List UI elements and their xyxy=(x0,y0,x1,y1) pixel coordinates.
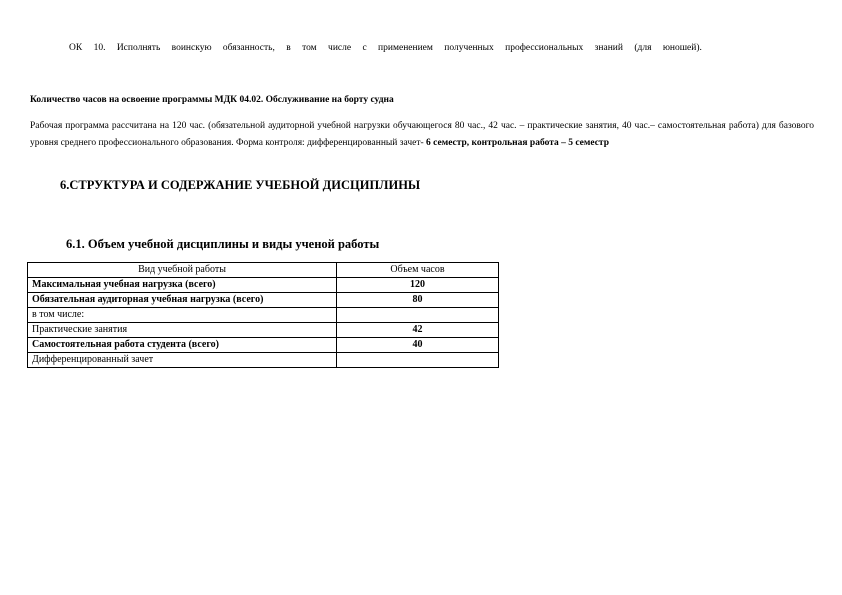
row-value: 40 xyxy=(337,338,499,353)
program-description xyxy=(30,118,814,152)
program-description-bold: 6 семестр, контрольная работа – 5 семестр xyxy=(426,138,609,148)
row-label: Максимальная учебная нагрузка (всего) xyxy=(28,278,337,293)
table-row xyxy=(28,353,499,368)
row-value: 80 xyxy=(337,293,499,308)
table-row xyxy=(28,278,499,293)
table-row xyxy=(28,308,499,323)
row-label: Дифференцированный зачет xyxy=(28,353,337,368)
row-value: 120 xyxy=(337,278,499,293)
program-description-text: Рабочая программа рассчитана на 120 час. (обязательной аудиторной учебной нагрузки обучающегося 80 час., 42 час. – практические занятия, 40 час.– самостоятельная работа) для базового уровня среднего профессионального образования. Форма контроля: дифференцированный зачет- xyxy=(30,121,814,148)
row-label: в том числе: xyxy=(28,308,337,323)
row-label: Самостоятельная работа студента (всего) xyxy=(28,338,337,353)
table-row xyxy=(28,323,499,338)
row-value: 42 xyxy=(337,323,499,338)
hours-heading: Количество часов на освоение программы МДК 04.02. Обслуживание на борту судна xyxy=(30,95,394,105)
row-label: Практические занятия xyxy=(28,323,337,338)
section-title: 6.СТРУКТУРА И СОДЕРЖАНИЕ УЧЕБНОЙ ДИСЦИПЛИНЫ xyxy=(60,178,421,192)
table-header-row xyxy=(28,263,499,278)
row-value xyxy=(337,308,499,323)
row-label: Обязательная аудиторная учебная нагрузка (всего) xyxy=(28,293,337,308)
header-hours: Объем часов xyxy=(337,263,499,278)
subsection-title: 6.1. Объем учебной дисциплины и виды ученой работы xyxy=(66,237,380,251)
competency-ok10-text: ОК 10. Исполнять воинскую обязанность, в том числе с применением полученных профессиональных знаний (для юношей). xyxy=(69,43,702,53)
workload-table xyxy=(27,262,499,368)
header-work-type: Вид учебной работы xyxy=(28,263,337,278)
table-row xyxy=(28,338,499,353)
table-row xyxy=(28,293,499,308)
row-value xyxy=(337,353,499,368)
